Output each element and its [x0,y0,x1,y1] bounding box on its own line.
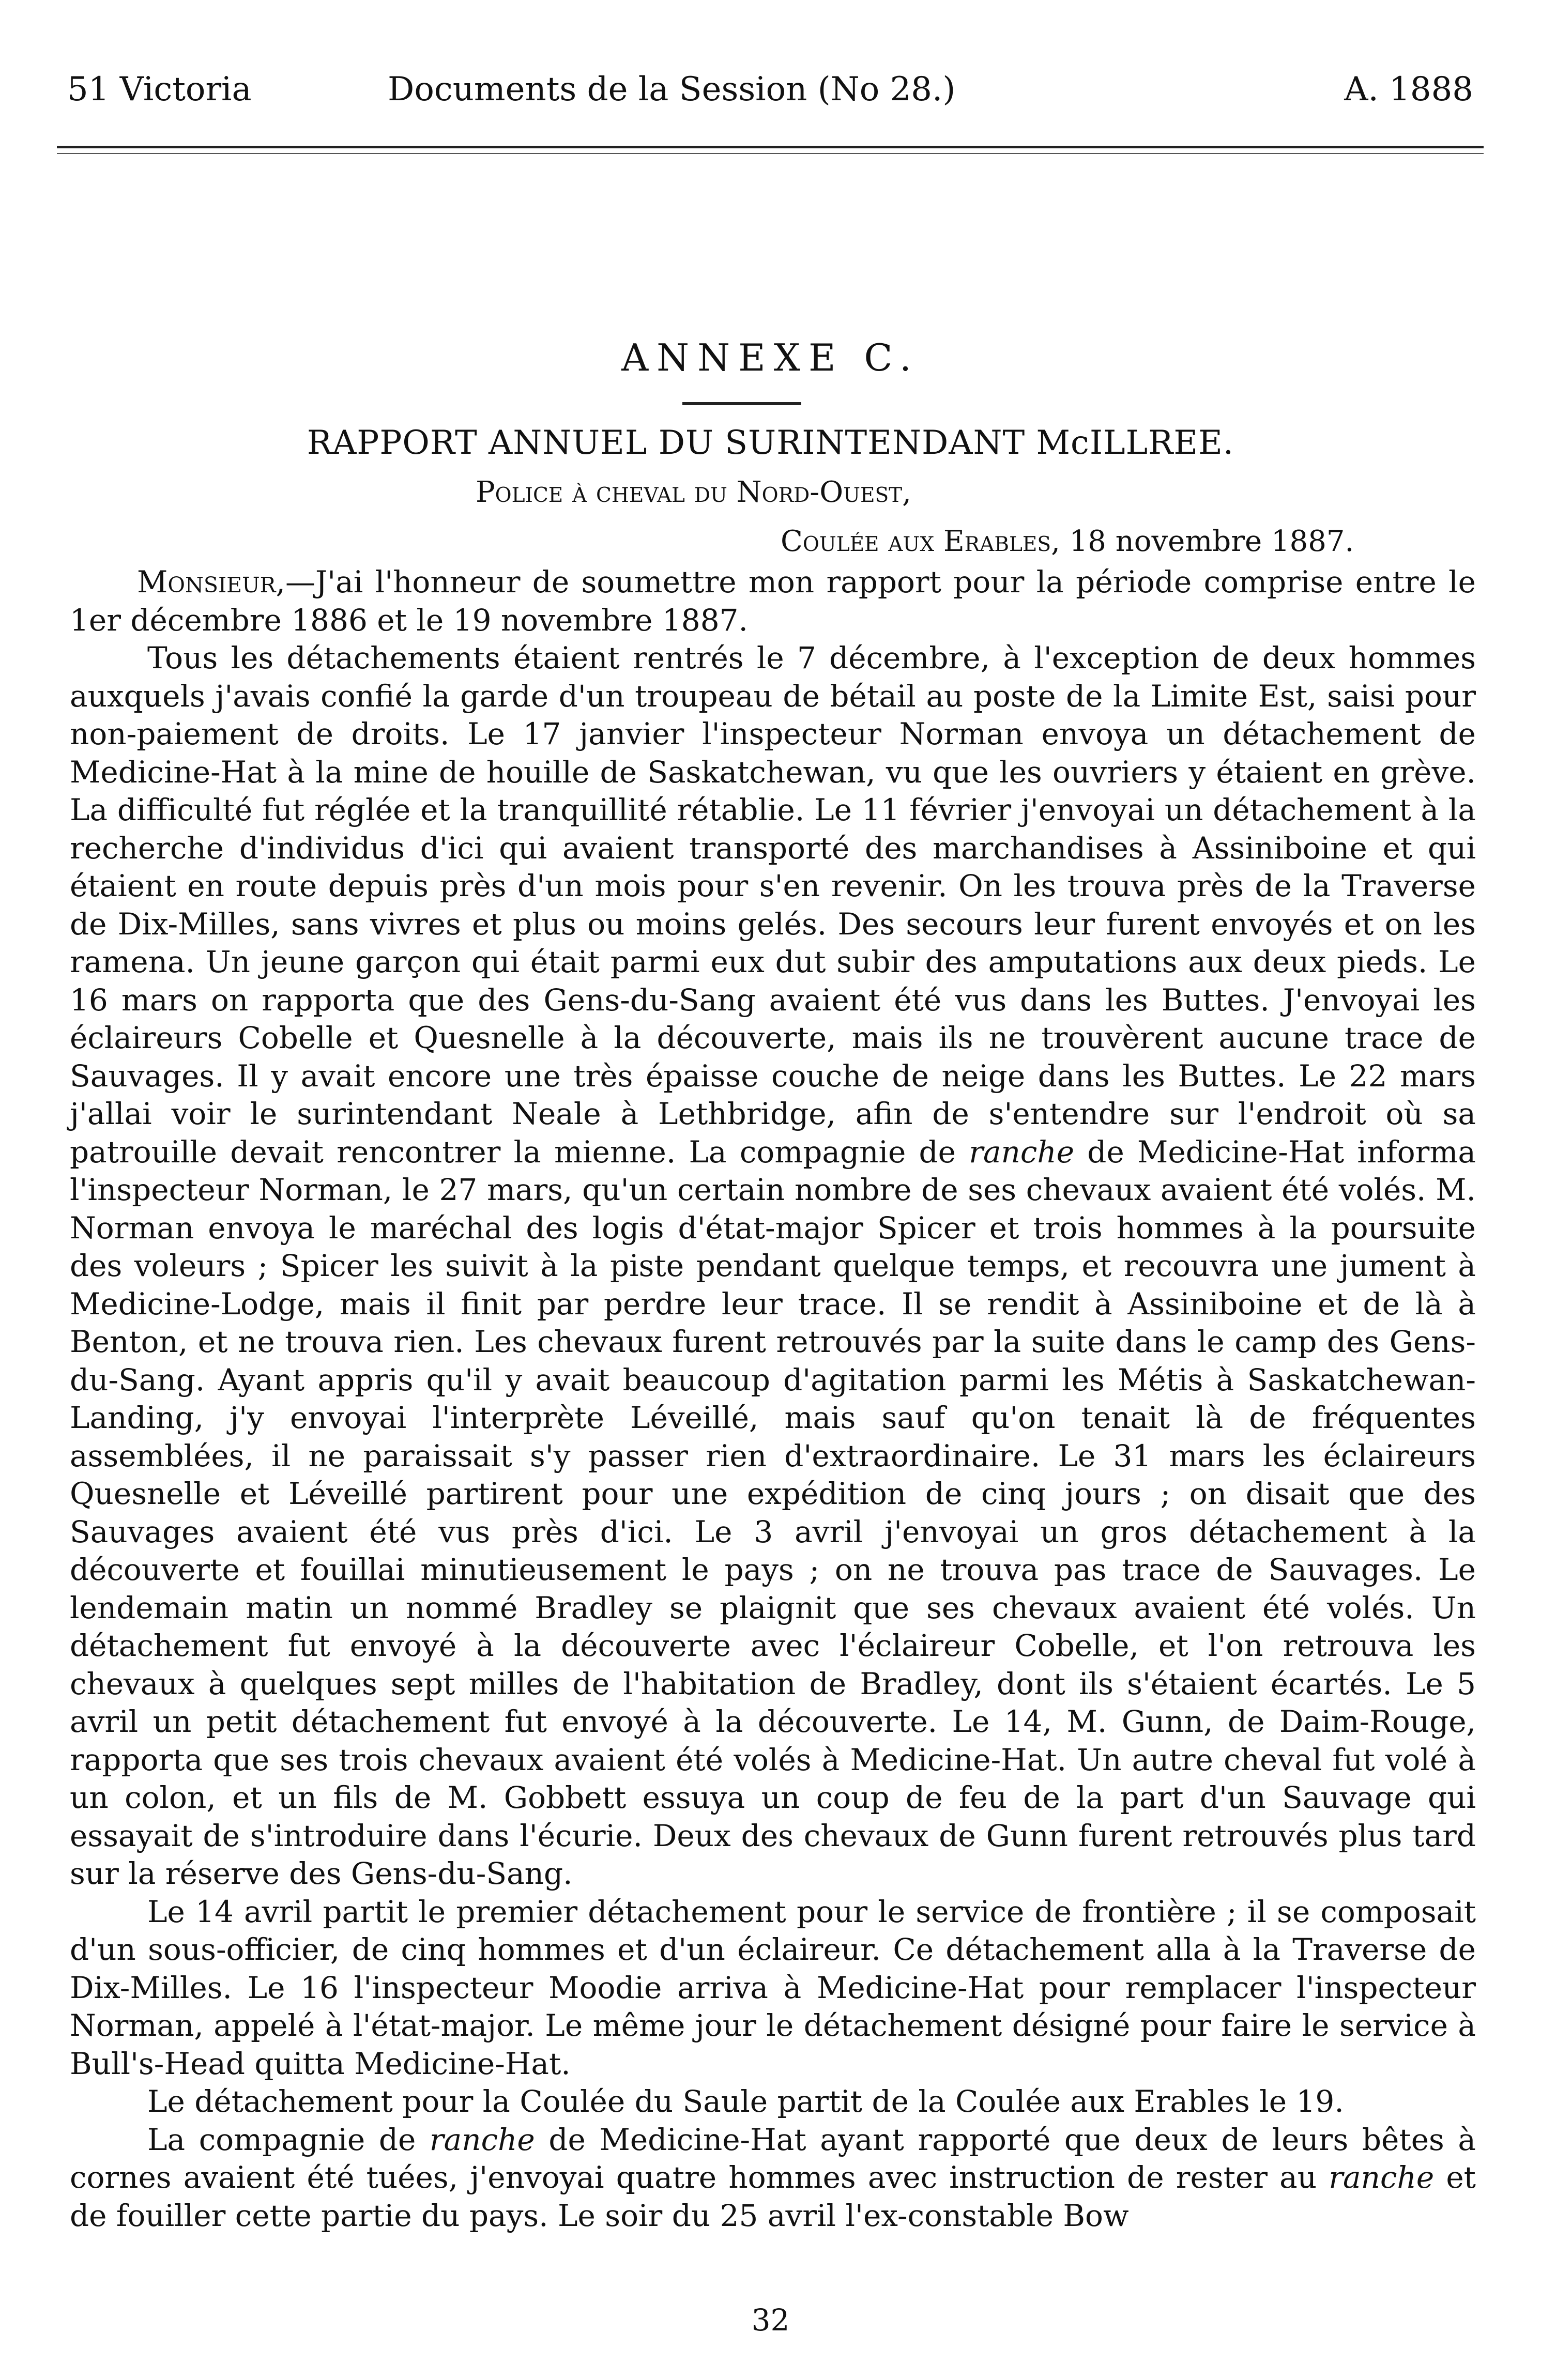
title-divider [682,402,801,405]
header-document-title: Documents de la Session (No 28.) [388,70,956,109]
paragraph [70,639,1476,1893]
report-title: RAPPORT ANNUEL DU SURINTENDANT McILLREE. [307,424,1234,462]
letter-date: , 18 novembre 1887. [1051,525,1354,558]
paragraph-text: et de fouiller cette partie du pays. Le soir du 25 avril l'ex-constable Bow [70,2160,1476,2233]
paragraph-text: Le 14 avril partit le premier détachement pour le service de frontière ; il se composait d'un sous-officier, de cinq hommes et d'un éclaireur. Ce détachement alla à la Traverse de Dix-Milles. Le 16 l'inspecteur Moodie arriva à Medicine-Hat pour remplacer l'inspecteur Norman, appelé à l'état-major. Le même jour le détachement désigné pour faire le service à Bull's-Head quitta Medicine-Hat. [70,1894,1476,2081]
paragraph [70,2121,1476,2235]
header-rule-thick [57,146,1484,148]
paragraph [70,1893,1476,2083]
organization-line: Police à cheval du Nord-Ouest, [476,475,911,509]
page-number: 32 [751,2302,790,2338]
paragraph-text: Le détachement pour la Coulée du Saule partit de la Coulée aux Erables le 19. [147,2084,1344,2119]
paragraph-text: —J'ai l'honneur de soumettre mon rapport pour la période comprise entre le 1er décembre 1886 et le 19 novembre 1887. [70,564,1476,638]
running-header [67,61,1473,118]
paragraph [70,2083,1476,2121]
header-session-volume: 51 Victoria [67,70,252,109]
italic-word: ranche [429,2122,535,2157]
report-body [70,563,1476,2235]
paragraph-text: Tous les détachements étaient rentrés le 7 décembre, à l'exception de deux hommes auxquels j'avais confié la garde d'un troupeau de bétail au poste de la Limite Est, saisi pour non-paiement de droits. Le 17 janvier l'inspecteur Norman envoya un détachement de Medicine-Hat à la mine de houille de Saskatchewan, vu que les ouvriers y étaient en grève. La difficulté fut réglée et la tranquillité rétablie. Le 11 février j'envoyai un détachement à la recherche d'individus d'ici qui avaient transporté des marchandises à Assiniboine et qui étaient en route depuis près d'un mois pour s'en revenir. On les trouva près de la Traverse de Dix-Milles, sans vivres et plus ou moins gelés. Des secours leur furent envoyés et on les ramena. Un jeune garçon qui était parmi eux dut subir des amputations aux deux pieds. Le 16 mars on rapporta que des Gens-du-Sang avaient été vus dans les Buttes. J'envoyai les éclaireurs Cobelle et Quesnelle à la découverte, mais ils ne trouvèrent aucune trace de Sauvages. Il y avait encore une très épaisse couche de neige dans les Buttes. Le 22 mars j'allai voir le surintendant Neale à Lethbridge, afin de s'entendre sur l'endroit où sa patrouille devait rencontrer la mienne. La compagnie de [70,640,1476,1170]
paragraph-text: de Medicine-Hat ayant rapporté que deux de leurs bêtes à cornes avaient été tuées, j'envoyai quatre hommes avec instruction de rester au [70,2122,1476,2195]
italic-word: ranche [1329,2160,1435,2195]
salutation: Monsieur, [137,564,285,600]
header-year: A. 1888 [1344,70,1473,109]
paragraph-text: La compagnie de [147,2122,430,2157]
place-name: Coulée aux Erables [781,525,1051,558]
place-date-line [781,525,1354,558]
paragraph [70,563,1476,639]
italic-word: ranche [969,1134,1075,1170]
paragraph-text: de Medicine-Hat informa l'inspecteur Norman, le 27 mars, qu'un certain nombre de ses chevaux avaient été volés. M. Norman envoya le maréchal des logis d'état-major Spicer et trois hommes à la poursuite des voleurs ; Spicer les suivit à la piste pendant quelque temps, et recouvra une jument à Medicine-Lodge, mais il finit par perdre leur trace. Il se rendit à Assiniboine et de là à Benton, et ne trouva rien. Les chevaux furent retrouvés par la suite dans le camp des Gens-du-Sang. Ayant appris qu'il y avait beaucoup d'agitation parmi les Métis à Saskatchewan-Landing, j'y envoyai l'interprète Léveillé, mais sauf qu'on tenait là de fréquentes assemblées, il ne paraissait s'y passer rien d'extraordinaire. Le 31 mars les éclaireurs Quesnelle et Léveillé partirent pour une expédition de cinq jours ; on disait que des Sauvages avaient été vus près d'ici. Le 3 avril j'envoyai un gros détachement à la découverte et fouillai minutieusement le pays ; on ne trouva pas trace de Sauvages. Le lendemain matin un nommé Bradley se plaignit que ses chevaux avaient été volés. Un détachement fut envoyé à la découverte avec l'éclaireur Cobelle, et l'on retrouva les chevaux à quelques sept milles de l'habitation de Bradley, dont ils s'étaient écartés. Le 5 avril un petit détachement fut envoyé à la découverte. Le 14, M. Gunn, de Daim-Rouge, rapporta que ses trois chevaux avaient été volés à Medicine-Hat. Un autre cheval fut volé à un colon, et un fils de M. Gobbett essuya un coup de feu de la part d'un Sauvage qui essayait de s'introduire dans l'écurie. Deux des chevaux de Gunn furent retrouvés plus tard sur la réserve des Gens-du-Sang. [70,1134,1476,1891]
annex-title: ANNEXE C. [621,336,920,379]
header-rule-thin [57,153,1484,154]
